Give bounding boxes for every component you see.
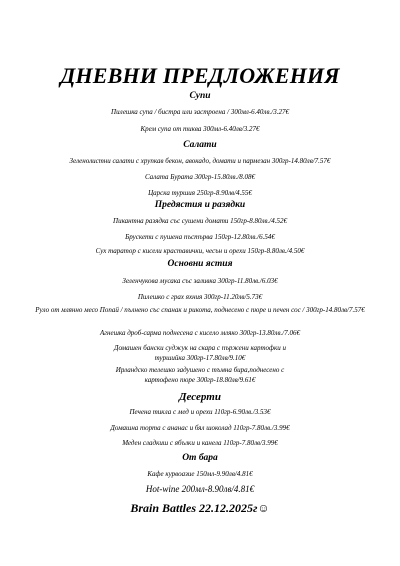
- menu-item: Hot-wine 200мл-8.90лв/4.81€: [145, 484, 255, 494]
- menu-item: Домашен бански суджук на скара с пържени картофки и туршийка 300гр-17.80лв/9.10€: [113, 344, 287, 362]
- menu-item: Руло от млянно месо Попай / пълнено със спанак и рикота, поднесено с пюре и печен сос / 300гр-14.80лв/7.57€: [35, 306, 365, 314]
- menu-item: Печена тикла с мед и орехи 110гр-6.90лв./3.53€: [129, 408, 271, 416]
- menu-item: Агнешка дроб-сарма поднесена с кисело мляко 300гр-13.80лв./7.06€: [100, 329, 300, 337]
- menu-item: Зеленолистни салати с хрупкав бекон, авокадо, домати и пармезан 300гр-14.80лв/7.57€: [69, 157, 331, 165]
- section-heading-appetizers: Предястия и разядки: [154, 200, 246, 210]
- menu-item: Сух таратор с кисели краставички, чесън и орехи 150гр-8.80лв./4.50€: [95, 247, 305, 255]
- page-title: ДНЕВНИ ПРЕДЛОЖЕНИЯ: [60, 63, 340, 88]
- menu-item: Ирландско телешко задушено с тъмна бира,поднесено с картофено пюре 300гр-18.80лв/9.61€: [115, 366, 285, 384]
- section-heading-bar: От бара: [182, 453, 218, 463]
- menu-item: Салата Бурата 300гр-15.80лв./8.08€: [144, 173, 256, 181]
- menu-item: Зеленчукова мусака със заливка 300гр-11.80лв./6.03€: [122, 277, 278, 285]
- section-heading-soups: Супи: [189, 91, 211, 101]
- section-heading-salads: Салати: [183, 140, 217, 150]
- menu-item: Пилешко с грах яхния 300гр-11.20лв/5.73€: [137, 293, 263, 301]
- event-footer: Brain Battles 22.12.2025г☺: [130, 501, 270, 515]
- menu-item: Пикантна разядка със сушени домати 150гр-8.80лв./4.52€: [113, 217, 287, 225]
- menu-item: Кафе курвоазие 150мл-9.90лв/4.81€: [147, 470, 253, 478]
- section-heading-desserts: Десерти: [179, 391, 221, 403]
- menu-item: Меден сладкиш с ябълки и канела 110гр-7.80лв/3.99€: [122, 439, 278, 447]
- section-heading-main-courses: Основни ястия: [167, 259, 233, 269]
- menu-item: Пилешка супа / бистра или застроена / 300мл-6.40лв./3.27€: [111, 108, 289, 116]
- menu-item: Брускети с пушена пъстърва 150гр-12.80лв./6.54€: [125, 233, 275, 241]
- menu-item: Царска туршия 250гр-8.90лв/4.55€: [148, 189, 252, 197]
- menu-item: Крем супа от тиква 300мл-6.40лв/3.27€: [140, 125, 260, 133]
- menu-item: Домашна торта с ананас и бял шоколад 110гр-7.80лв./3.99€: [110, 424, 290, 432]
